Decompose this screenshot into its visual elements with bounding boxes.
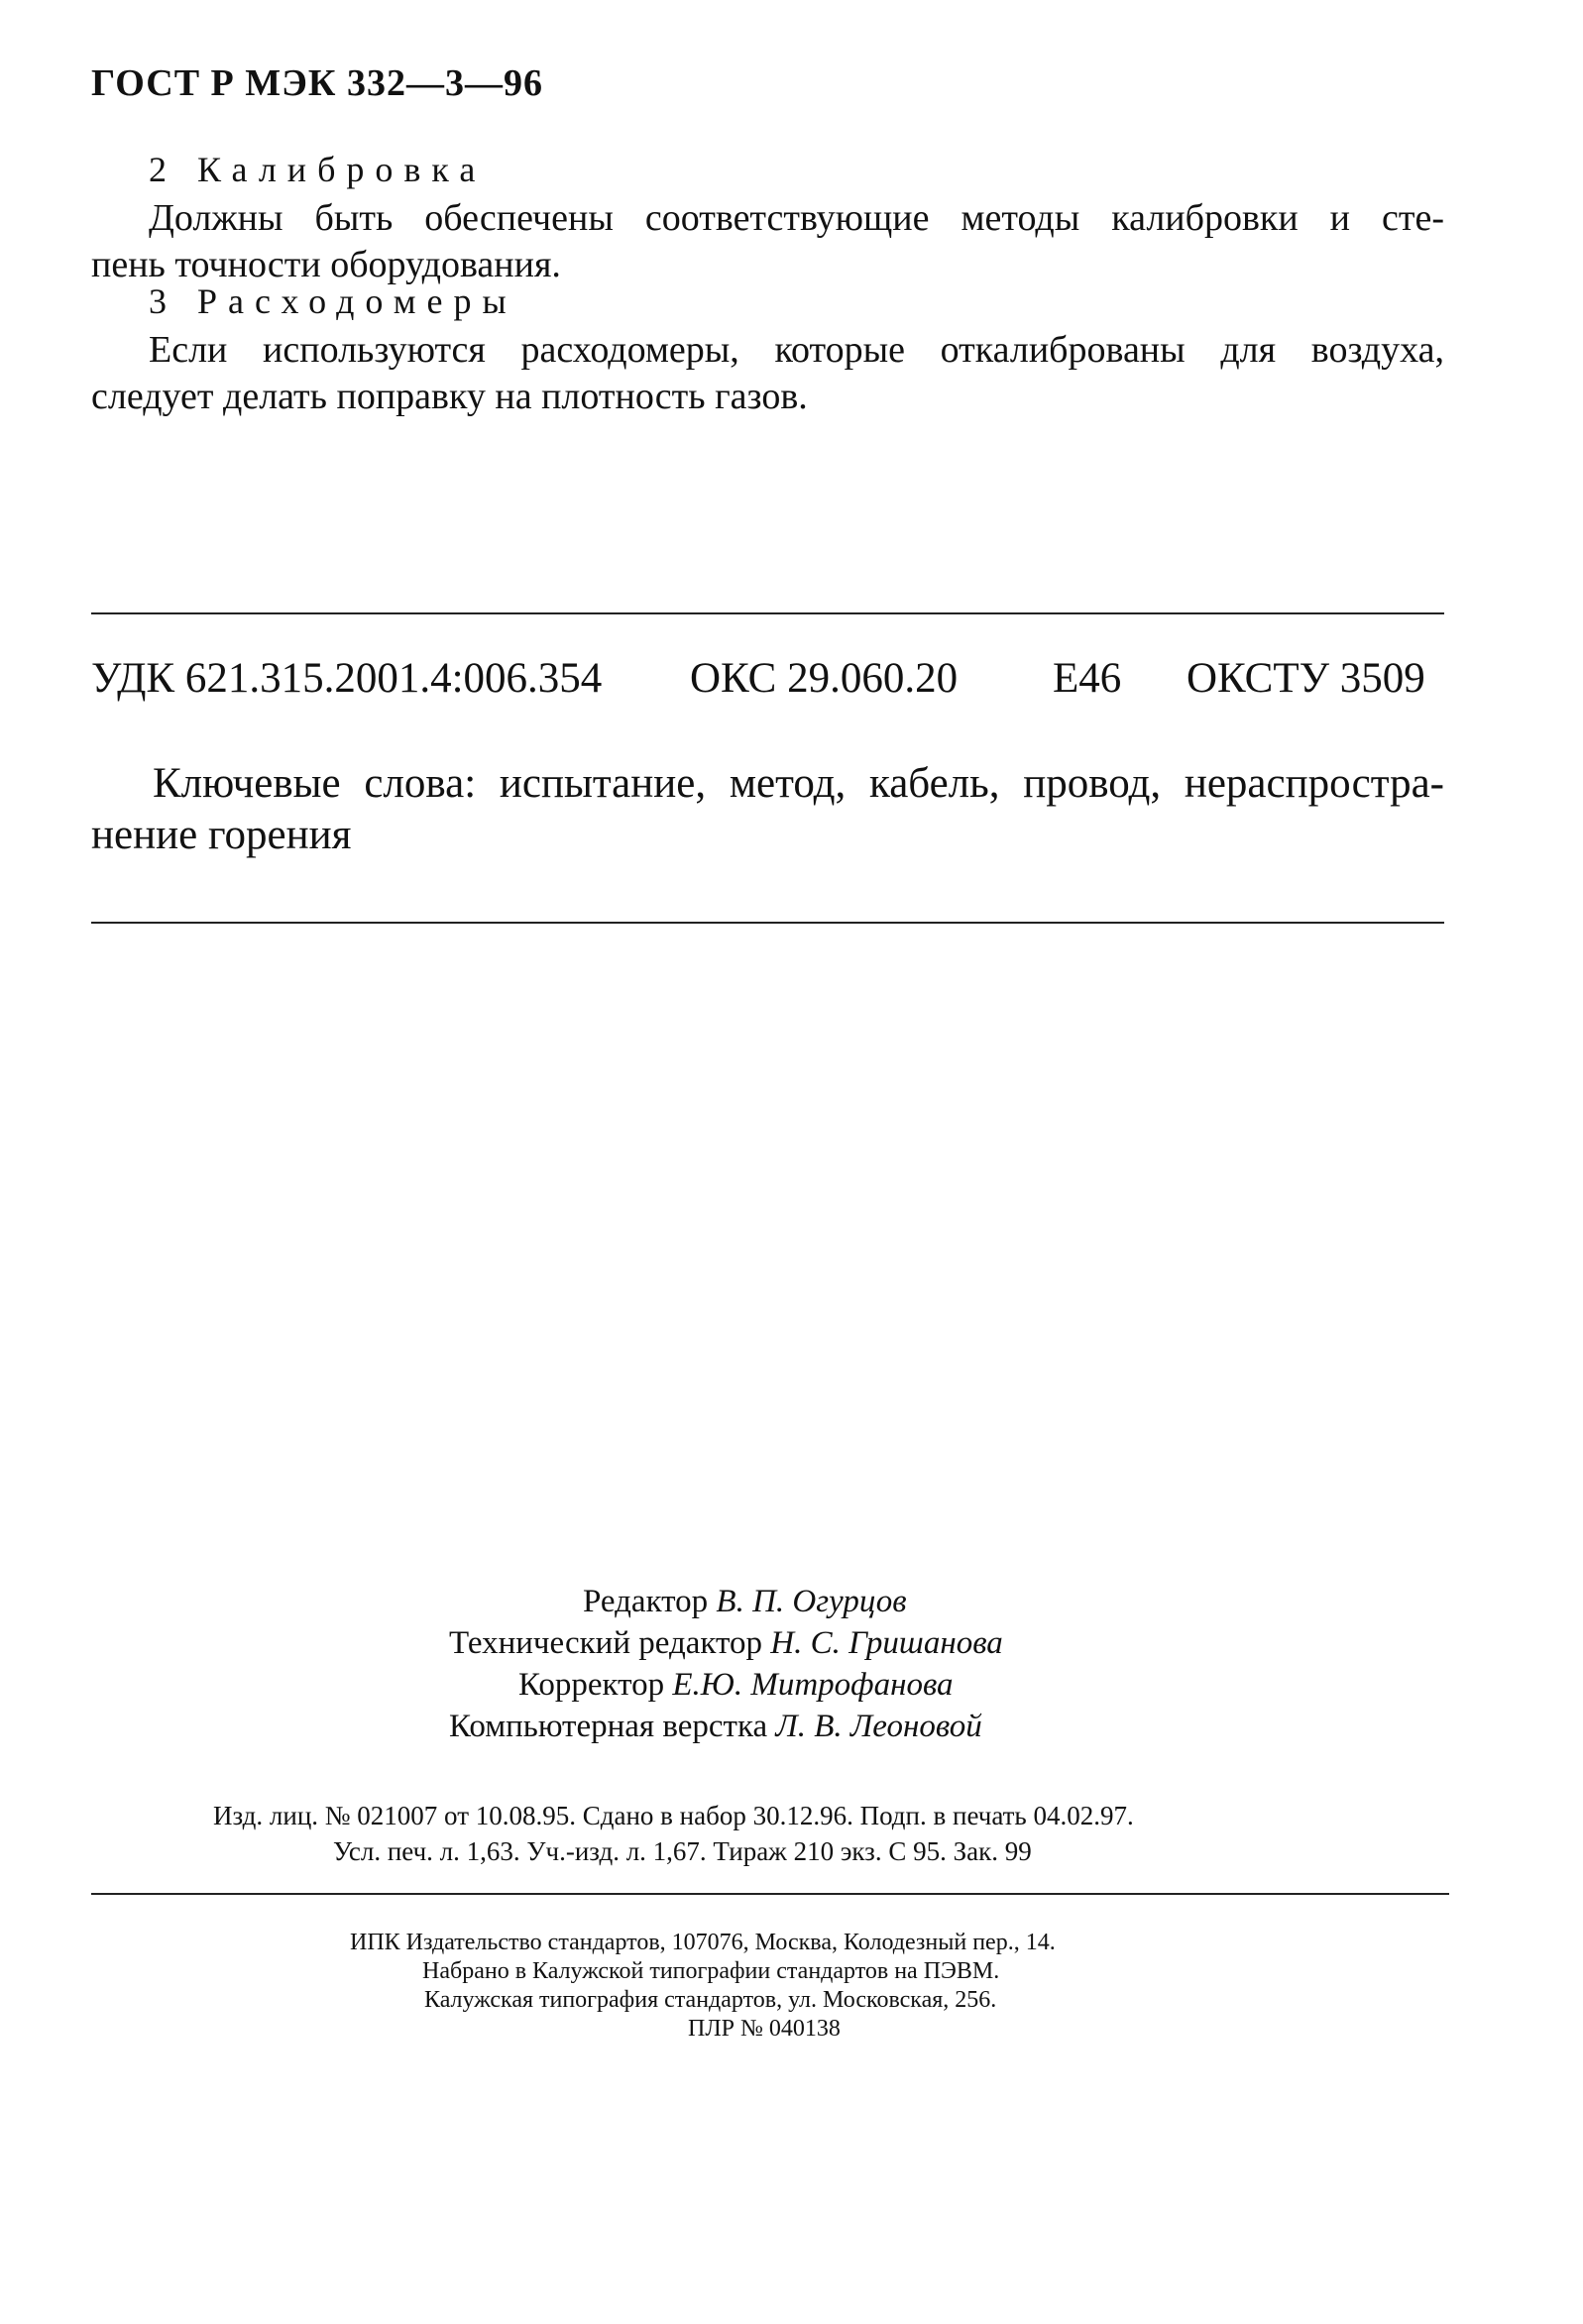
text-line: Должны быть обеспечены соответствующие методы калибровки и сте- <box>149 197 1444 239</box>
credit-technical-editor <box>449 1625 1003 1662</box>
oks-code: ОКС 29.060.20 <box>690 655 959 702</box>
credit-layout <box>449 1709 982 1745</box>
divider-line <box>91 1893 1449 1895</box>
publisher-line: Калужская типография стандартов, ул. Московская, 256. <box>424 1987 997 2013</box>
udk-code: УДК 621.315.2001.4:006.354 <box>91 655 603 702</box>
keywords <box>91 758 1444 861</box>
credit-role: Компьютерная верстка <box>449 1709 768 1744</box>
divider-line <box>91 612 1444 614</box>
text-line: пень точности оборудования. <box>91 244 561 285</box>
e-code: Е46 <box>1053 655 1122 702</box>
publisher-line: Набрано в Калужской типографии стандартов на ПЭВМ. <box>422 1958 1000 1984</box>
credit-corrector <box>518 1667 954 1704</box>
credit-role: Технический редактор <box>449 1625 762 1661</box>
section-text-calibration <box>91 195 1444 288</box>
credit-person: В. П. Огурцов <box>716 1584 907 1619</box>
credit-role: Редактор <box>583 1584 709 1619</box>
okstu-code: ОКСТУ 3509 <box>1187 655 1425 702</box>
publisher-line: ИПК Издательство стандартов, 107076, Москва, Колодезный пер., 14. <box>350 1930 1056 1955</box>
text-line: следует делать поправку на плотность газов. <box>91 376 808 417</box>
keywords-line: Ключевые слова: испытание, метод, кабель, провод, нераспростра- <box>153 760 1444 807</box>
publisher-line: ПЛР № 040138 <box>688 2016 841 2042</box>
imprint-line: Усл. печ. л. 1,63. Уч.-изд. л. 1,67. Тираж 210 экз. С 95. Зак. 99 <box>333 1836 1032 1866</box>
text-line: Если используются расходомеры, которые откалиброваны для воздуха, <box>149 329 1444 371</box>
imprint-line: Изд. лиц. № 021007 от 10.08.95. Сдано в набор 30.12.96. Подп. в печать 04.02.97. <box>213 1801 1134 1830</box>
section-heading-calibration: 2 Калибровка <box>149 150 487 189</box>
credit-person: Н. С. Гришанова <box>770 1625 1003 1661</box>
section-text-flowmeters <box>91 327 1444 420</box>
credit-editor <box>583 1584 907 1620</box>
credit-person: Л. В. Леоновой <box>775 1709 982 1744</box>
credit-role: Корректор <box>518 1667 665 1703</box>
document-header: ГОСТ Р МЭК 332—3—96 <box>91 62 543 104</box>
section-heading-flowmeters: 3 Расходомеры <box>149 281 517 321</box>
credit-person: Е.Ю. Митрофанова <box>672 1667 954 1703</box>
divider-line <box>91 922 1444 924</box>
keywords-line: нение горения <box>91 812 352 858</box>
